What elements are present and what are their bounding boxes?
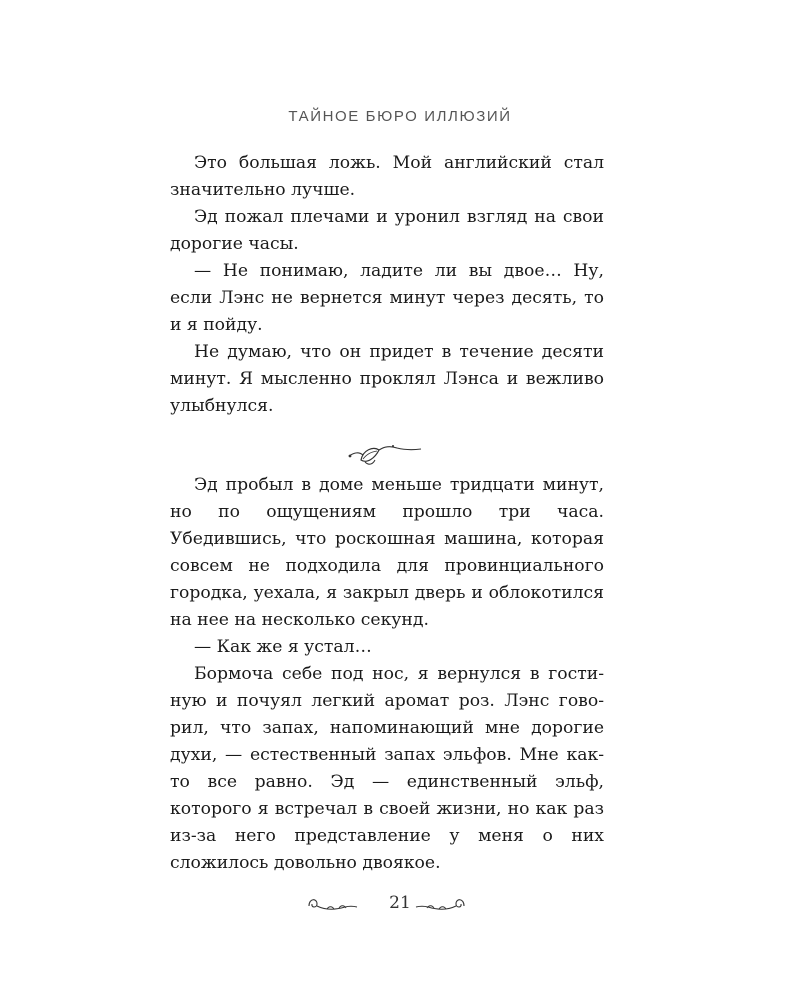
leaf-flourish-icon bbox=[345, 440, 425, 470]
paragraph: Не думаю, что он придет в течение десяти минут. Я мысленно проклял Лэнса и вежливо улыбнулся. bbox=[170, 342, 604, 416]
paragraph: Эд пожал плечами и уронил взгляд на свои дорогие часы. bbox=[170, 207, 604, 254]
text-section-1 bbox=[170, 150, 604, 420]
page-number: 21 bbox=[389, 893, 411, 913]
text-section-2 bbox=[170, 472, 604, 877]
paragraph: Это большая ложь. Мой английский стал значительно лучше. bbox=[170, 153, 604, 200]
paragraph: — Как же я устал… bbox=[194, 637, 372, 657]
page-folio bbox=[0, 888, 800, 918]
paragraph: — Не понимаю, ладите ли вы двое… Ну, если Лэнс не вернется минут через десять, то и я пойду. bbox=[170, 261, 604, 335]
running-head-title: ТАЙНОЕ БЮРО ИЛЛЮЗИЙ bbox=[288, 108, 512, 125]
paragraph: Бормоча себе под нос, я вернулся в гостиную и почуял легкий аромат роз. Лэнс говорил, что запах, напоминающий мне дорогие духи, — естественный запах эльфов. Мне как-то все равно. Эд — единственный эльф, которого я встречал в своей жизни, но как раз из-за него представление у меня о них сложилось довольно двоякое. bbox=[170, 664, 604, 873]
flourish-right-icon bbox=[412, 892, 468, 914]
paragraph: Эд пробыл в доме меньше тридцати минут, но по ощущениям прошло три часа. Убедившись, что роскошная машина, которая совсем не подходила для провинциального городка, уехала, я закрыл дверь и облокотился на нее на несколько секунд. bbox=[170, 475, 604, 630]
